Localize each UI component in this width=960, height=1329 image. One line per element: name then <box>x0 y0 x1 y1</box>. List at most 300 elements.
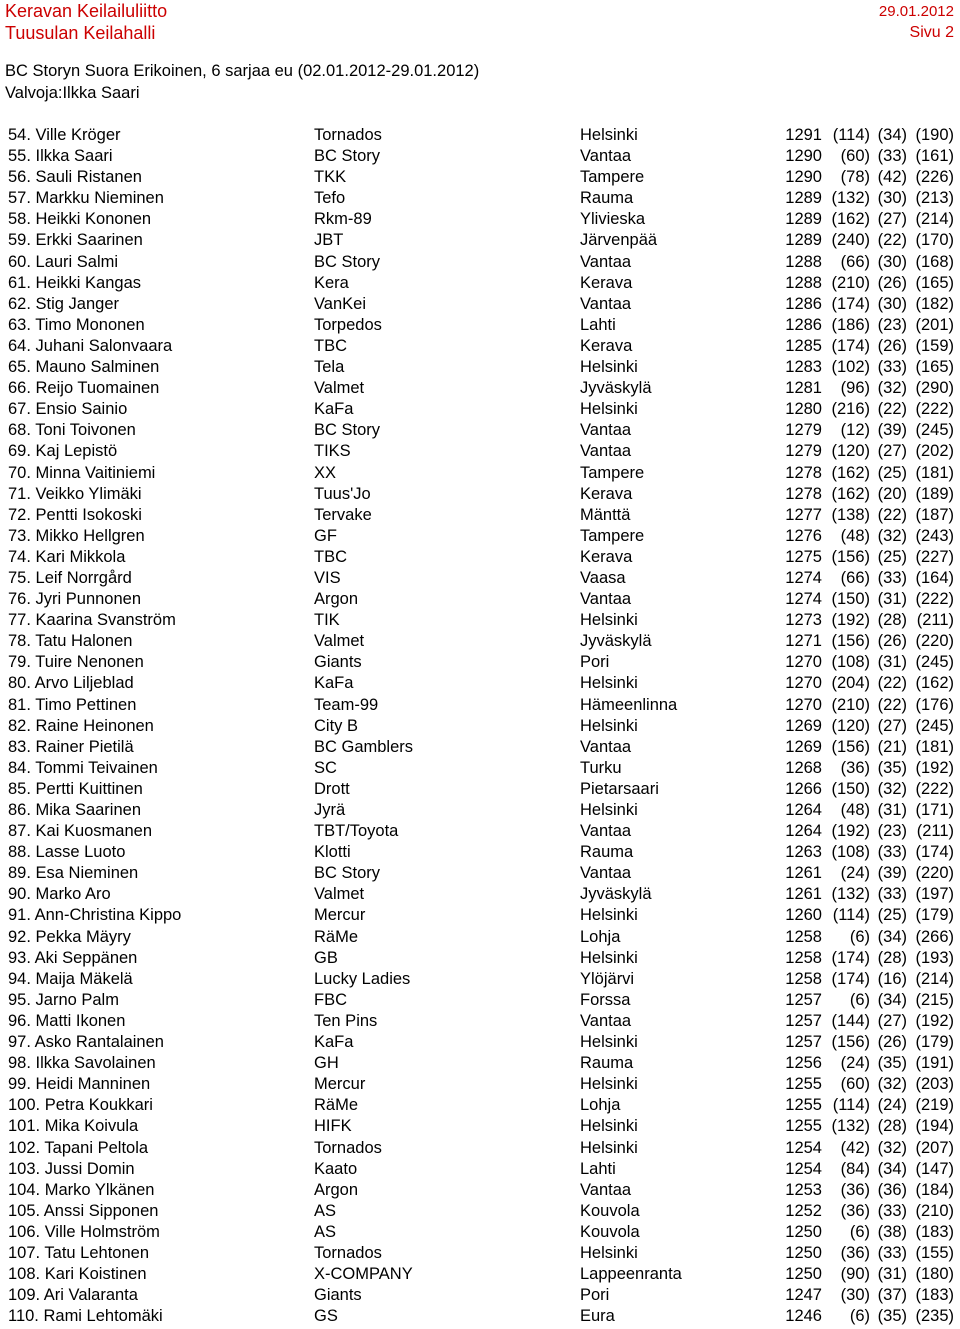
player-name: 71. Veikko Ylimäki <box>8 484 142 503</box>
club-name: Valmet <box>314 885 365 904</box>
score-group <box>780 399 954 420</box>
score-detail-c: (159) <box>915 336 954 355</box>
total-score: 1269 <box>785 737 822 756</box>
city-name: Pori <box>580 653 610 672</box>
city-name: Vantaa <box>580 294 632 313</box>
score-detail-b: (31) <box>877 590 907 609</box>
score-detail-a: (108) <box>831 653 870 672</box>
score-detail-b: (42) <box>877 168 907 187</box>
score-detail-a: (156) <box>831 737 870 756</box>
score-detail-a: (60) <box>840 147 870 166</box>
score-group <box>780 357 954 378</box>
supervisor: Valvoja:Ilkka Saari <box>5 84 140 102</box>
score-group <box>780 1116 954 1137</box>
player-name: 65. Mauno Salminen <box>8 358 160 377</box>
score-detail-c: (194) <box>915 1117 954 1136</box>
score-detail-a: (156) <box>831 632 870 651</box>
club-name: Tefo <box>314 189 346 208</box>
result-row <box>0 1053 960 1074</box>
score-detail-b: (34) <box>877 126 907 144</box>
score-group <box>780 905 954 926</box>
score-detail-c: (201) <box>915 315 954 334</box>
results-list <box>0 125 960 1327</box>
result-row <box>0 315 960 336</box>
score-detail-c: (245) <box>915 716 954 735</box>
score-detail-a: (162) <box>831 210 870 229</box>
score-detail-b: (32) <box>877 379 907 398</box>
club-name: Giants <box>314 1286 362 1305</box>
score-detail-a: (114) <box>832 906 870 925</box>
result-row <box>0 631 960 652</box>
player-name: 84. Tommi Teivainen <box>8 758 158 777</box>
score-detail-c: (168) <box>915 252 954 271</box>
score-detail-c: (211) <box>916 822 954 841</box>
total-score: 1279 <box>785 421 822 440</box>
score-detail-c: (181) <box>915 737 954 756</box>
city-name: Lohja <box>580 927 621 946</box>
score-detail-c: (220) <box>915 632 954 651</box>
result-row <box>0 737 960 758</box>
score-detail-a: (174) <box>831 969 870 988</box>
result-row <box>0 821 960 842</box>
club-name: Argon <box>314 590 359 609</box>
score-detail-a: (174) <box>831 948 870 967</box>
score-detail-a: (36) <box>840 1180 870 1199</box>
score-detail-b: (16) <box>877 969 907 988</box>
score-detail-a: (192) <box>831 611 870 630</box>
score-group <box>780 167 954 188</box>
club-name: Jyrä <box>314 801 346 819</box>
score-group <box>780 1095 954 1116</box>
total-score: 1290 <box>785 168 822 187</box>
result-row <box>0 1201 960 1222</box>
score-detail-b: (26) <box>877 1033 907 1052</box>
result-row <box>0 146 960 167</box>
city-name: Helsinki <box>580 1033 638 1052</box>
score-group <box>780 842 954 863</box>
total-score: 1250 <box>785 1222 822 1241</box>
result-row <box>0 1138 960 1159</box>
score-detail-a: (204) <box>831 674 870 693</box>
total-score: 1278 <box>785 484 822 503</box>
player-name: 66. Reijo Tuomainen <box>8 379 160 398</box>
club-name: JBT <box>314 231 344 250</box>
result-row <box>0 441 960 462</box>
player-name: 93. Aki Seppänen <box>8 948 138 967</box>
club-name: Rkm-89 <box>314 210 372 229</box>
total-score: 1257 <box>785 990 822 1009</box>
score-group <box>780 779 954 800</box>
score-detail-b: (36) <box>877 1180 907 1199</box>
total-score: 1258 <box>785 948 822 967</box>
score-detail-c: (183) <box>915 1286 954 1305</box>
club-name: BC Gamblers <box>314 737 414 756</box>
score-detail-b: (34) <box>877 927 907 946</box>
city-name: Helsinki <box>580 1138 638 1157</box>
player-name: 70. Minna Vaitiniemi <box>8 463 156 482</box>
player-name: 69. Kaj Lepistö <box>8 442 118 461</box>
score-detail-c: (235) <box>915 1307 954 1326</box>
score-detail-b: (39) <box>877 421 907 440</box>
city-name: Vantaa <box>580 421 632 440</box>
bowling-hall-name: Tuusulan Keilahalli <box>5 23 156 43</box>
total-score: 1275 <box>785 547 822 566</box>
page-number: Sivu 2 <box>909 24 954 41</box>
score-detail-b: (30) <box>877 189 907 208</box>
total-score: 1266 <box>785 779 822 798</box>
score-group <box>780 927 954 948</box>
city-name: Vantaa <box>580 590 632 609</box>
result-row <box>0 230 960 251</box>
score-group <box>780 209 954 230</box>
city-name: Hämeenlinna <box>580 695 678 714</box>
total-score: 1252 <box>785 1201 822 1220</box>
score-group <box>780 273 954 294</box>
result-row <box>0 589 960 610</box>
player-name: 99. Heidi Manninen <box>8 1075 151 1094</box>
city-name: Vantaa <box>580 1011 632 1030</box>
total-score: 1258 <box>785 969 822 988</box>
score-group <box>780 884 954 905</box>
result-row <box>0 463 960 484</box>
score-group <box>780 1074 954 1095</box>
club-name: GF <box>314 526 337 545</box>
player-name: 54. Ville Kröger <box>8 126 121 144</box>
result-row <box>0 1011 960 1032</box>
score-group <box>780 526 954 547</box>
club-name: GH <box>314 1054 339 1073</box>
score-detail-a: (84) <box>840 1159 870 1178</box>
club-name: TIKS <box>314 442 351 461</box>
club-name: BC Story <box>314 864 381 883</box>
score-detail-c: (197) <box>915 885 954 904</box>
score-detail-a: (78) <box>840 168 870 187</box>
score-detail-a: (66) <box>840 568 870 587</box>
score-detail-a: (6) <box>849 1222 870 1241</box>
player-name: 88. Lasse Luoto <box>8 843 126 862</box>
result-row <box>0 294 960 315</box>
score-detail-c: (207) <box>915 1138 954 1157</box>
score-detail-a: (48) <box>840 801 870 819</box>
score-group <box>780 652 954 673</box>
score-detail-a: (90) <box>840 1265 870 1284</box>
score-detail-c: (214) <box>915 969 954 988</box>
player-name: 91. Ann-Christina Kippo <box>8 906 182 925</box>
result-row <box>0 1222 960 1243</box>
player-name: 108. Kari Koistinen <box>8 1265 147 1284</box>
total-score: 1257 <box>785 1033 822 1052</box>
result-row <box>0 884 960 905</box>
result-row <box>0 526 960 547</box>
score-group <box>780 505 954 526</box>
player-name: 57. Markku Nieminen <box>8 189 164 208</box>
player-name: 89. Esa Nieminen <box>8 864 139 883</box>
result-row <box>0 1116 960 1137</box>
city-name: Helsinki <box>580 358 638 377</box>
score-detail-a: (240) <box>831 231 870 250</box>
city-name: Vantaa <box>580 822 632 841</box>
score-detail-b: (27) <box>877 442 907 461</box>
city-name: Helsinki <box>580 1117 638 1136</box>
result-row <box>0 1032 960 1053</box>
player-name: 62. Stig Janger <box>8 294 119 313</box>
score-group <box>780 1011 954 1032</box>
score-group <box>780 1032 954 1053</box>
result-row <box>0 610 960 631</box>
player-name: 75. Leif Norrgård <box>8 568 132 587</box>
score-detail-c: (243) <box>915 526 954 545</box>
club-name: AS <box>314 1222 337 1241</box>
result-row <box>0 927 960 948</box>
result-row <box>0 209 960 230</box>
city-name: Lappeenranta <box>580 1265 682 1284</box>
club-name: Valmet <box>314 632 365 651</box>
score-group <box>780 463 954 484</box>
total-score: 1268 <box>785 758 822 777</box>
player-name: 58. Heikki Kononen <box>8 210 152 229</box>
result-row <box>0 399 960 420</box>
score-detail-a: (114) <box>832 126 870 144</box>
score-detail-a: (6) <box>849 990 870 1009</box>
total-score: 1263 <box>785 843 822 862</box>
total-score: 1291 <box>785 126 822 144</box>
player-name: 100. Petra Koukkari <box>8 1096 153 1115</box>
city-name: Pietarsaari <box>580 779 659 798</box>
city-name: Jyväskylä <box>580 379 652 398</box>
city-name: Vantaa <box>580 1180 632 1199</box>
result-row <box>0 188 960 209</box>
score-detail-b: (35) <box>877 758 907 777</box>
score-detail-c: (165) <box>915 273 954 292</box>
city-name: Eura <box>580 1307 615 1326</box>
result-row <box>0 547 960 568</box>
score-detail-a: (6) <box>849 1307 870 1326</box>
result-row <box>0 167 960 188</box>
score-group <box>780 800 954 821</box>
city-name: Rauma <box>580 843 634 862</box>
total-score: 1250 <box>785 1265 822 1284</box>
score-detail-b: (27) <box>877 716 907 735</box>
score-group <box>780 378 954 399</box>
score-detail-b: (26) <box>877 336 907 355</box>
score-detail-a: (42) <box>840 1138 870 1157</box>
score-group <box>780 568 954 589</box>
player-name: 78. Tatu Halonen <box>8 632 133 651</box>
player-name: 94. Maija Mäkelä <box>8 969 133 988</box>
score-detail-c: (189) <box>915 484 954 503</box>
score-detail-a: (24) <box>840 1054 870 1073</box>
score-group <box>780 1159 954 1180</box>
result-row <box>0 357 960 378</box>
player-name: 102. Tapani Peltola <box>8 1138 149 1157</box>
club-name: X-COMPANY <box>314 1265 413 1284</box>
club-name: GB <box>314 948 338 967</box>
club-name: Tuus'Jo <box>314 484 371 503</box>
score-group <box>780 631 954 652</box>
player-name: 61. Heikki Kangas <box>8 273 141 292</box>
report-date: 29.01.2012 <box>878 3 954 20</box>
score-detail-a: (186) <box>831 315 870 334</box>
city-name: Ylivieska <box>580 210 646 229</box>
total-score: 1261 <box>785 885 822 904</box>
score-detail-a: (174) <box>831 336 870 355</box>
player-name: 105. Anssi Sipponen <box>8 1201 159 1220</box>
club-name: KaFa <box>314 400 354 419</box>
city-name: Kerava <box>580 273 633 292</box>
score-detail-a: (30) <box>840 1286 870 1305</box>
club-name: VanKei <box>314 294 366 313</box>
total-score: 1264 <box>785 822 822 841</box>
city-name: Vantaa <box>580 252 632 271</box>
player-name: 106. Ville Holmström <box>8 1222 160 1241</box>
score-detail-a: (162) <box>831 484 870 503</box>
city-name: Lahti <box>580 315 616 334</box>
score-detail-c: (147) <box>915 1159 954 1178</box>
score-detail-b: (33) <box>877 843 907 862</box>
result-row <box>0 125 960 146</box>
score-detail-c: (171) <box>915 801 954 819</box>
score-detail-c: (180) <box>915 1265 954 1284</box>
city-name: Järvenpää <box>580 231 658 250</box>
score-detail-b: (38) <box>877 1222 907 1241</box>
score-group <box>780 420 954 441</box>
club-name: Giants <box>314 653 362 672</box>
score-detail-b: (22) <box>877 695 907 714</box>
score-detail-a: (150) <box>831 590 870 609</box>
city-name: Kouvola <box>580 1201 640 1220</box>
total-score: 1254 <box>785 1159 822 1178</box>
result-row <box>0 1095 960 1116</box>
player-name: 72. Pentti Isokoski <box>8 505 142 524</box>
city-name: Jyväskylä <box>580 885 652 904</box>
player-name: 92. Pekka Mäyry <box>8 927 131 946</box>
total-score: 1290 <box>785 147 822 166</box>
score-detail-b: (33) <box>877 147 907 166</box>
score-detail-c: (176) <box>915 695 954 714</box>
result-row <box>0 800 960 821</box>
score-detail-b: (35) <box>877 1307 907 1326</box>
result-row <box>0 905 960 926</box>
score-detail-b: (33) <box>877 1201 907 1220</box>
score-detail-b: (30) <box>877 252 907 271</box>
total-score: 1273 <box>785 611 822 630</box>
total-score: 1278 <box>785 463 822 482</box>
score-detail-b: (27) <box>877 210 907 229</box>
score-detail-c: (170) <box>915 231 954 250</box>
score-detail-c: (214) <box>915 210 954 229</box>
score-detail-a: (60) <box>840 1075 870 1094</box>
city-name: Vantaa <box>580 147 632 166</box>
club-name: TKK <box>314 168 347 187</box>
score-detail-a: (132) <box>831 189 870 208</box>
score-group <box>780 990 954 1011</box>
score-group <box>780 230 954 251</box>
club-name: Valmet <box>314 379 365 398</box>
score-detail-a: (210) <box>831 273 870 292</box>
result-row <box>0 863 960 884</box>
club-name: TBC <box>314 547 347 566</box>
score-detail-c: (210) <box>915 1201 954 1220</box>
total-score: 1256 <box>785 1054 822 1073</box>
score-detail-a: (144) <box>831 1011 870 1030</box>
score-detail-c: (179) <box>915 1033 954 1052</box>
player-name: 83. Rainer Pietilä <box>8 737 134 756</box>
club-name: Tela <box>314 358 345 377</box>
city-name: Forssa <box>580 990 631 1009</box>
player-name: 85. Pertti Kuittinen <box>8 779 143 798</box>
city-name: Helsinki <box>580 801 638 819</box>
result-row <box>0 948 960 969</box>
score-detail-b: (37) <box>877 1286 907 1305</box>
score-detail-c: (181) <box>915 463 954 482</box>
result-row <box>0 1074 960 1095</box>
player-name: 101. Mika Koivula <box>8 1117 139 1136</box>
city-name: Kerava <box>580 484 633 503</box>
result-row <box>0 758 960 779</box>
score-detail-b: (25) <box>877 906 907 925</box>
score-detail-a: (102) <box>831 358 870 377</box>
city-name: Vantaa <box>580 737 632 756</box>
player-name: 81. Timo Pettinen <box>8 695 137 714</box>
score-detail-c: (203) <box>915 1075 954 1094</box>
score-detail-c: (192) <box>915 1011 954 1030</box>
club-name: City B <box>314 716 359 735</box>
total-score: 1283 <box>785 358 822 377</box>
result-row <box>0 484 960 505</box>
score-detail-b: (28) <box>877 948 907 967</box>
total-score: 1289 <box>785 210 822 229</box>
organization-name: Keravan Keilailuliitto <box>5 1 168 21</box>
score-group <box>780 1306 954 1327</box>
total-score: 1279 <box>785 442 822 461</box>
score-detail-c: (179) <box>915 906 954 925</box>
score-group <box>780 969 954 990</box>
total-score: 1289 <box>785 189 822 208</box>
city-name: Vantaa <box>580 864 632 883</box>
player-name: 64. Juhani Salonvaara <box>8 336 173 355</box>
player-name: 67. Ensio Sainio <box>8 400 128 419</box>
total-score: 1281 <box>785 379 822 398</box>
city-name: Helsinki <box>580 906 638 925</box>
score-detail-c: (191) <box>915 1054 954 1073</box>
city-name: Vaasa <box>580 568 626 587</box>
result-row <box>0 378 960 399</box>
player-name: 110. Rami Lehtomäki <box>8 1307 163 1326</box>
score-detail-b: (25) <box>877 547 907 566</box>
city-name: Turku <box>580 758 622 777</box>
city-name: Tampere <box>580 526 645 545</box>
score-detail-c: (222) <box>915 779 954 798</box>
city-name: Kouvola <box>580 1222 640 1241</box>
player-name: 86. Mika Saarinen <box>8 801 141 819</box>
player-name: 55. Ilkka Saari <box>8 147 113 166</box>
club-name: Argon <box>314 1180 359 1199</box>
score-detail-a: (108) <box>831 843 870 862</box>
score-detail-b: (35) <box>877 1054 907 1073</box>
total-score: 1254 <box>785 1138 822 1157</box>
total-score: 1276 <box>785 526 822 545</box>
club-name: SC <box>314 758 337 777</box>
club-name: XX <box>314 463 337 482</box>
club-name: Mercur <box>314 906 366 925</box>
score-group <box>780 589 954 610</box>
club-name: Drott <box>314 779 350 798</box>
score-detail-b: (23) <box>877 822 907 841</box>
club-name: Tornados <box>314 1138 382 1157</box>
player-name: 98. Ilkka Savolainen <box>8 1054 156 1073</box>
club-name: Kaato <box>314 1159 358 1178</box>
score-detail-c: (290) <box>915 379 954 398</box>
